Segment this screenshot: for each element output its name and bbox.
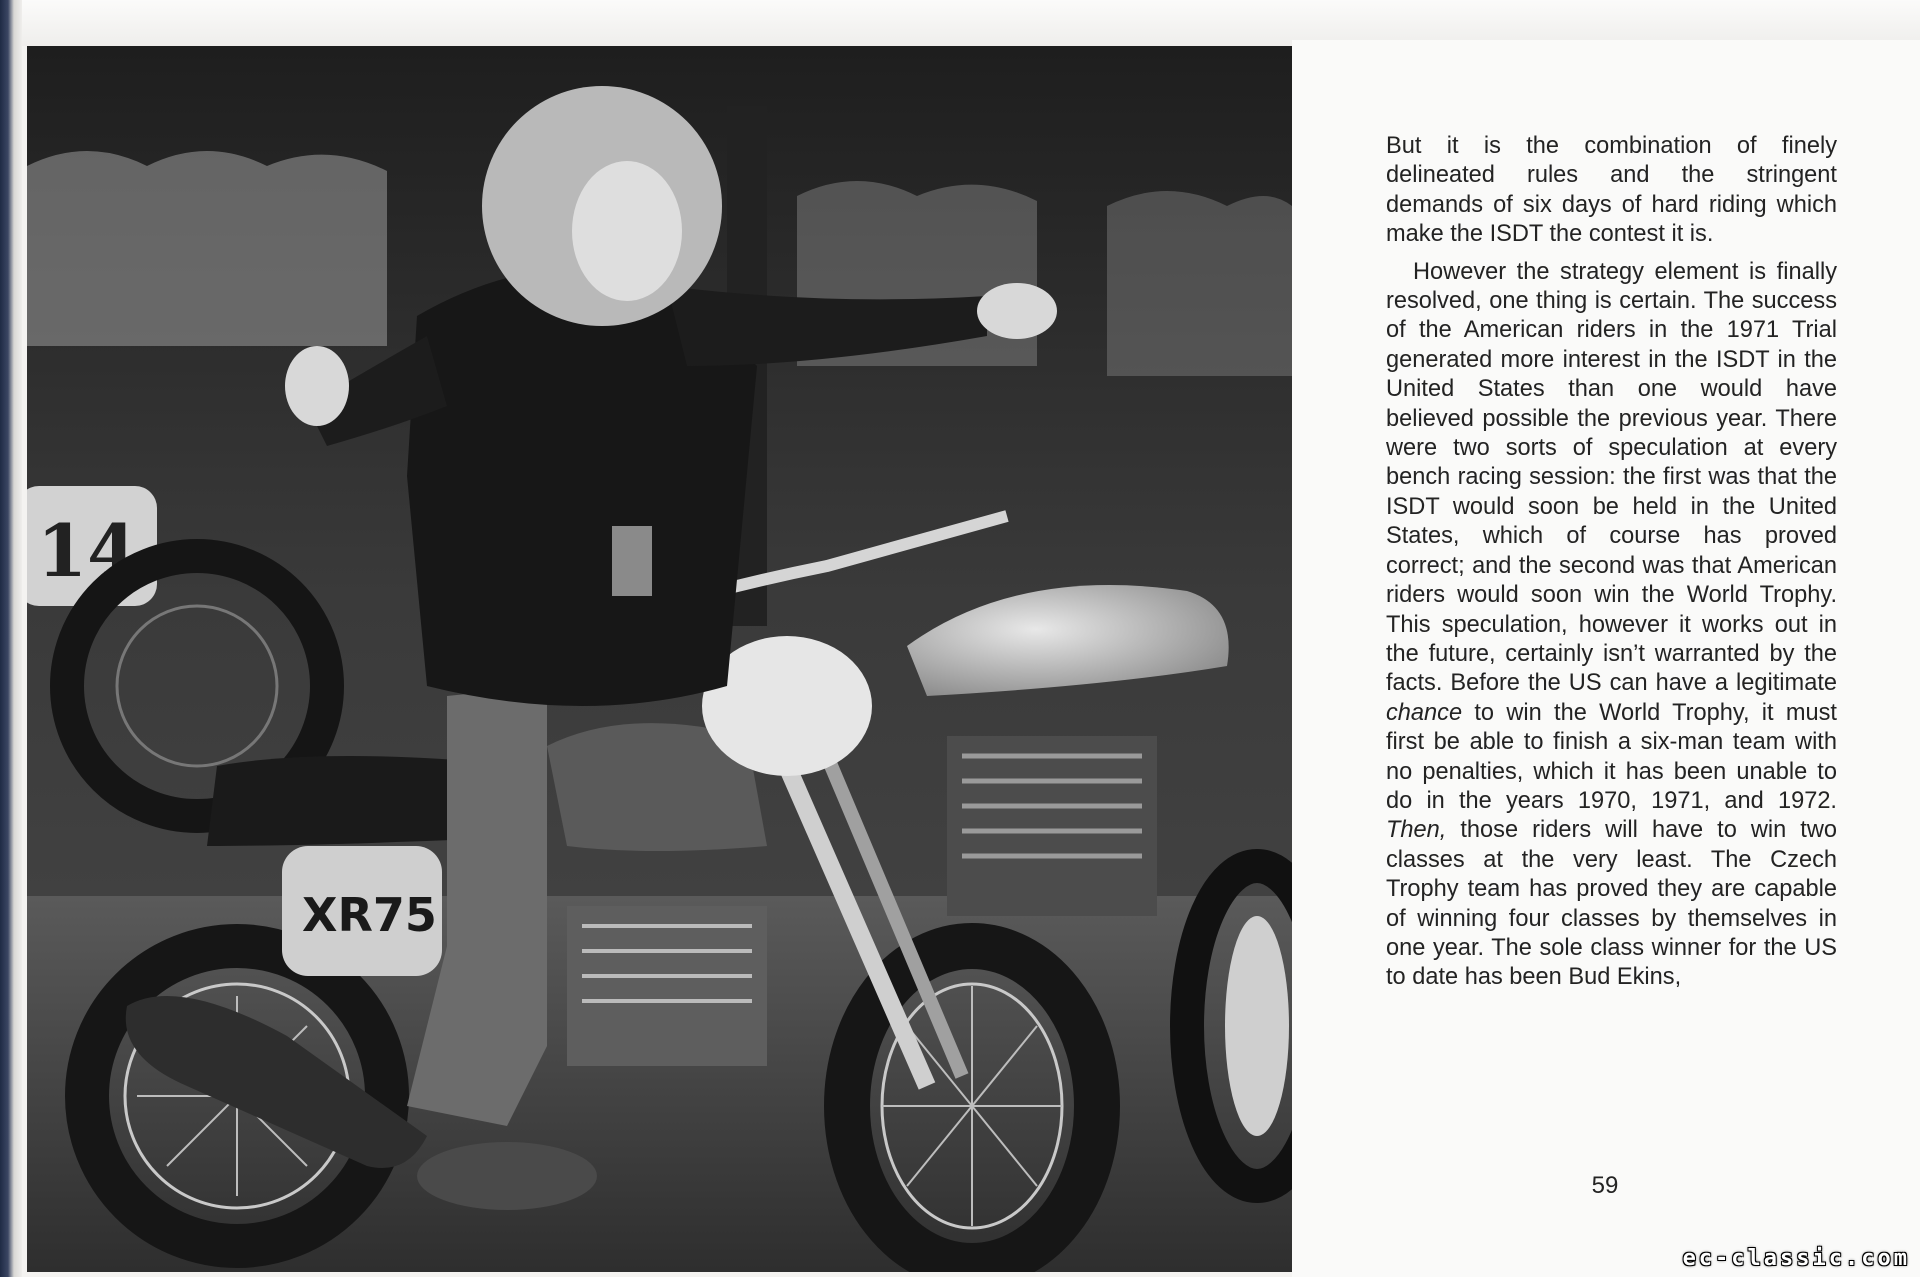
background-number-plate: 14	[37, 508, 138, 593]
book-spine-edge	[0, 0, 22, 1277]
side-plate-label: XR75	[302, 888, 437, 942]
body-text	[1386, 132, 1837, 993]
watermark: ec-classic.com	[1682, 1246, 1910, 1271]
paragraph-2-text-a: However the strategy element is finally resolved, one thing is certain. The success of the American riders in the 1971 Trial generated more interest in the ISDT in the United States than one would have believed possible the previous year. There were two sorts of speculation at every bench racing session: the first was that the ISDT would soon be held in the United States, which of course has proved correct; and the second was that American riders would soon win the World Trophy. This speculation, however it works out in the future, certainly isn’t warranted by the facts. Before the US can have a legitimate	[1386, 258, 1837, 697]
page-number: 59	[1591, 1172, 1619, 1199]
photo-illustration	[27, 46, 1292, 1272]
photo-rider-on-motorcycle	[27, 46, 1292, 1272]
paragraph-2-text-c: those riders will have to win two classes at the very least. The Czech Trophy team has proved they are capable of winning four classes by themselves in one year. The sole class winner for the US to date has been Bud Ekins,	[1386, 817, 1837, 991]
paragraph-2-text-b: to win the World Trophy, it must first be able to finish a six-man team with no penalties, which it has been unable to do in the years 1970, 1971, and 1972.	[1386, 699, 1837, 814]
paragraph-2-italic-then: Then,	[1386, 817, 1447, 844]
paragraph-2	[1386, 258, 1837, 993]
paragraph-1: But it is the combination of finely delineated rules and the stringent demands of six days of hard riding which make the ISDT the contest it is.	[1386, 133, 1837, 248]
paragraph-2-italic-chance: chance	[1386, 699, 1463, 726]
